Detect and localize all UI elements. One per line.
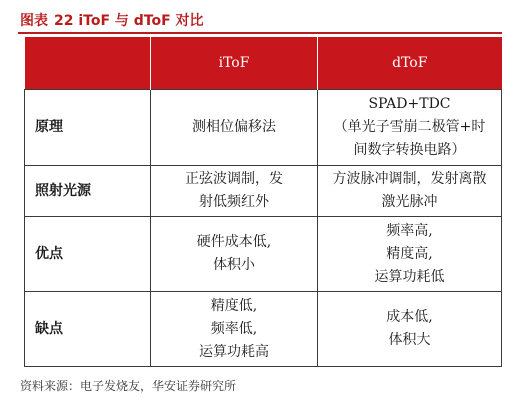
cell-line: 体积小 <box>213 257 255 273</box>
cell-dtof-light-source <box>318 166 502 217</box>
cell-line: 硬件成本低, <box>196 234 272 250</box>
cell-line: 频率高, <box>386 222 433 239</box>
cell-line: 运算功耗高 <box>199 343 269 360</box>
row-label-light-source: 照射光源 <box>25 166 151 217</box>
header-corner <box>25 37 151 90</box>
header-dtof: dToF <box>318 37 502 90</box>
cell-dtof-principle <box>318 90 502 166</box>
cell-itof-principle <box>151 90 318 166</box>
cell-dtof-disadvantages <box>318 292 502 367</box>
cell-itof-advantages <box>151 217 318 292</box>
cell-line: 方波脉冲调制，发射离散 <box>332 171 487 187</box>
row-label-advantages: 优点 <box>25 217 151 292</box>
cell-line: 射低频红外 <box>199 194 269 210</box>
caption-rule <box>18 32 502 34</box>
figure-caption <box>20 10 210 30</box>
row-label-principle: 原理 <box>25 90 151 166</box>
cell-line: 测相位偏移法 <box>192 119 276 135</box>
cell-line: SPAD+TDC <box>368 96 451 112</box>
table-row <box>25 90 502 166</box>
row-label-disadvantages: 缺点 <box>25 292 151 367</box>
source-note: 资料来源：电子发烧友，华安证券研究所 <box>20 379 237 393</box>
table-row <box>25 217 502 292</box>
cell-line: 运算功耗低 <box>374 268 445 285</box>
cell-itof-light-source <box>151 166 318 217</box>
cell-itof-disadvantages <box>151 292 318 367</box>
cell-line: 间数字转换电路） <box>353 142 466 158</box>
cell-line: 成本低, <box>386 309 433 325</box>
table-row <box>25 292 502 367</box>
cell-line: 频率低, <box>210 320 258 337</box>
table-header-row <box>25 37 502 90</box>
table-row <box>25 166 502 217</box>
comparison-table <box>24 37 502 367</box>
cell-line: 体积大 <box>388 332 431 348</box>
header-itof: iToF <box>151 37 318 90</box>
cell-line: 精度高, <box>386 245 433 262</box>
caption-title: 22 iToF 与 dToF 对比 <box>54 13 204 29</box>
cell-line: （单光子雪崩二极管+时 <box>333 119 486 135</box>
cell-line: 精度低, <box>210 297 258 314</box>
cell-line: 激光脉冲 <box>381 194 438 210</box>
cell-line: 正弦波调制，发 <box>185 171 283 187</box>
caption-label: 图表 <box>20 13 48 29</box>
cell-dtof-advantages <box>318 217 502 292</box>
